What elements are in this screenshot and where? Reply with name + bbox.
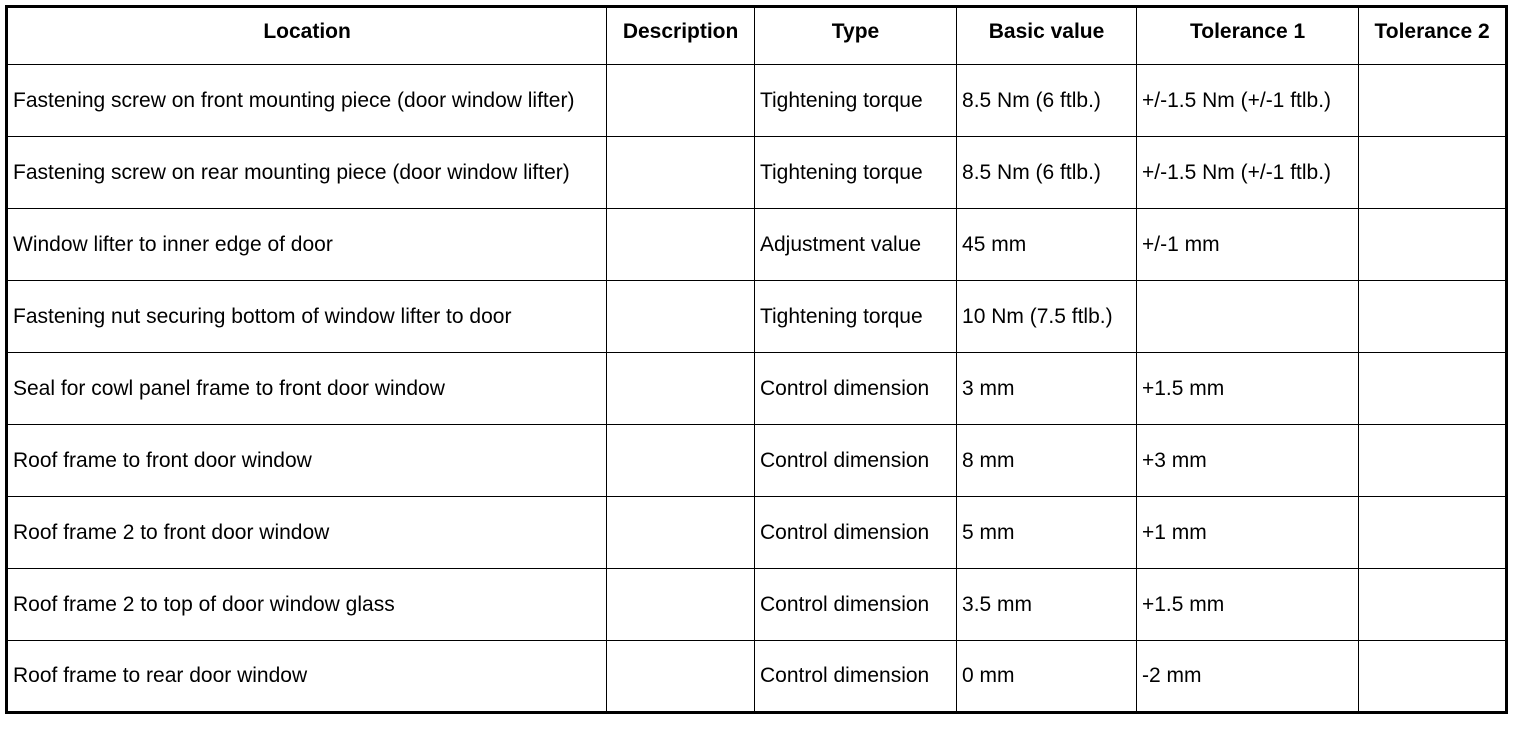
cell-description xyxy=(607,641,755,713)
cell-type: Control dimension xyxy=(754,641,956,713)
cell-location: Roof frame to front door window xyxy=(7,425,607,497)
cell-tolerance-2 xyxy=(1359,641,1507,713)
cell-basic-value: 45 mm xyxy=(957,209,1137,281)
table-row xyxy=(7,569,1507,641)
cell-description xyxy=(607,65,755,137)
cell-basic-value: 3.5 mm xyxy=(957,569,1137,641)
cell-type: Control dimension xyxy=(754,569,956,641)
table-body xyxy=(7,65,1507,713)
specification-table xyxy=(5,5,1508,714)
cell-location: Roof frame to rear door window xyxy=(7,641,607,713)
header-row xyxy=(7,7,1507,65)
cell-tolerance-1: +/-1.5 Nm (+/-1 ftlb.) xyxy=(1136,137,1358,209)
table-row xyxy=(7,425,1507,497)
table-row xyxy=(7,353,1507,425)
cell-description xyxy=(607,209,755,281)
cell-basic-value: 10 Nm (7.5 ftlb.) xyxy=(957,281,1137,353)
cell-basic-value: 5 mm xyxy=(957,497,1137,569)
cell-tolerance-1: -2 mm xyxy=(1136,641,1358,713)
header-tolerance-1: Tolerance 1 xyxy=(1136,7,1358,65)
cell-tolerance-2 xyxy=(1359,137,1507,209)
cell-location: Window lifter to inner edge of door xyxy=(7,209,607,281)
cell-description xyxy=(607,137,755,209)
cell-location: Fastening screw on front mounting piece (door window lifter) xyxy=(7,65,607,137)
header-tolerance-2: Tolerance 2 xyxy=(1359,7,1507,65)
header-type: Type xyxy=(754,7,956,65)
cell-tolerance-2 xyxy=(1359,569,1507,641)
cell-type: Control dimension xyxy=(754,497,956,569)
table-header xyxy=(7,7,1507,65)
cell-location: Fastening screw on rear mounting piece (door window lifter) xyxy=(7,137,607,209)
cell-tolerance-1: +1 mm xyxy=(1136,497,1358,569)
cell-basic-value: 8.5 Nm (6 ftlb.) xyxy=(957,137,1137,209)
cell-location: Roof frame 2 to top of door window glass xyxy=(7,569,607,641)
cell-description xyxy=(607,497,755,569)
table-row xyxy=(7,209,1507,281)
cell-description xyxy=(607,425,755,497)
cell-basic-value: 8.5 Nm (6 ftlb.) xyxy=(957,65,1137,137)
cell-location: Seal for cowl panel frame to front door window xyxy=(7,353,607,425)
cell-type: Adjustment value xyxy=(754,209,956,281)
cell-basic-value: 8 mm xyxy=(957,425,1137,497)
cell-tolerance-1: +/-1.5 Nm (+/-1 ftlb.) xyxy=(1136,65,1358,137)
table-row xyxy=(7,281,1507,353)
cell-tolerance-2 xyxy=(1359,353,1507,425)
cell-tolerance-2 xyxy=(1359,281,1507,353)
header-basic-value: Basic value xyxy=(957,7,1137,65)
cell-type: Tightening torque xyxy=(754,137,956,209)
cell-description xyxy=(607,281,755,353)
cell-location: Fastening nut securing bottom of window lifter to door xyxy=(7,281,607,353)
table-row xyxy=(7,65,1507,137)
cell-tolerance-1: +3 mm xyxy=(1136,425,1358,497)
table-row xyxy=(7,497,1507,569)
cell-tolerance-1 xyxy=(1136,281,1358,353)
cell-description xyxy=(607,569,755,641)
cell-tolerance-2 xyxy=(1359,209,1507,281)
header-description: Description xyxy=(607,7,755,65)
cell-type: Tightening torque xyxy=(754,65,956,137)
cell-tolerance-2 xyxy=(1359,65,1507,137)
table-row xyxy=(7,137,1507,209)
cell-description xyxy=(607,353,755,425)
cell-type: Control dimension xyxy=(754,353,956,425)
cell-tolerance-1: +1.5 mm xyxy=(1136,569,1358,641)
cell-tolerance-1: +1.5 mm xyxy=(1136,353,1358,425)
cell-tolerance-1: +/-1 mm xyxy=(1136,209,1358,281)
cell-type: Control dimension xyxy=(754,425,956,497)
cell-basic-value: 3 mm xyxy=(957,353,1137,425)
header-location: Location xyxy=(7,7,607,65)
table-row xyxy=(7,641,1507,713)
cell-tolerance-2 xyxy=(1359,497,1507,569)
cell-tolerance-2 xyxy=(1359,425,1507,497)
cell-type: Tightening torque xyxy=(754,281,956,353)
cell-basic-value: 0 mm xyxy=(957,641,1137,713)
cell-location: Roof frame 2 to front door window xyxy=(7,497,607,569)
